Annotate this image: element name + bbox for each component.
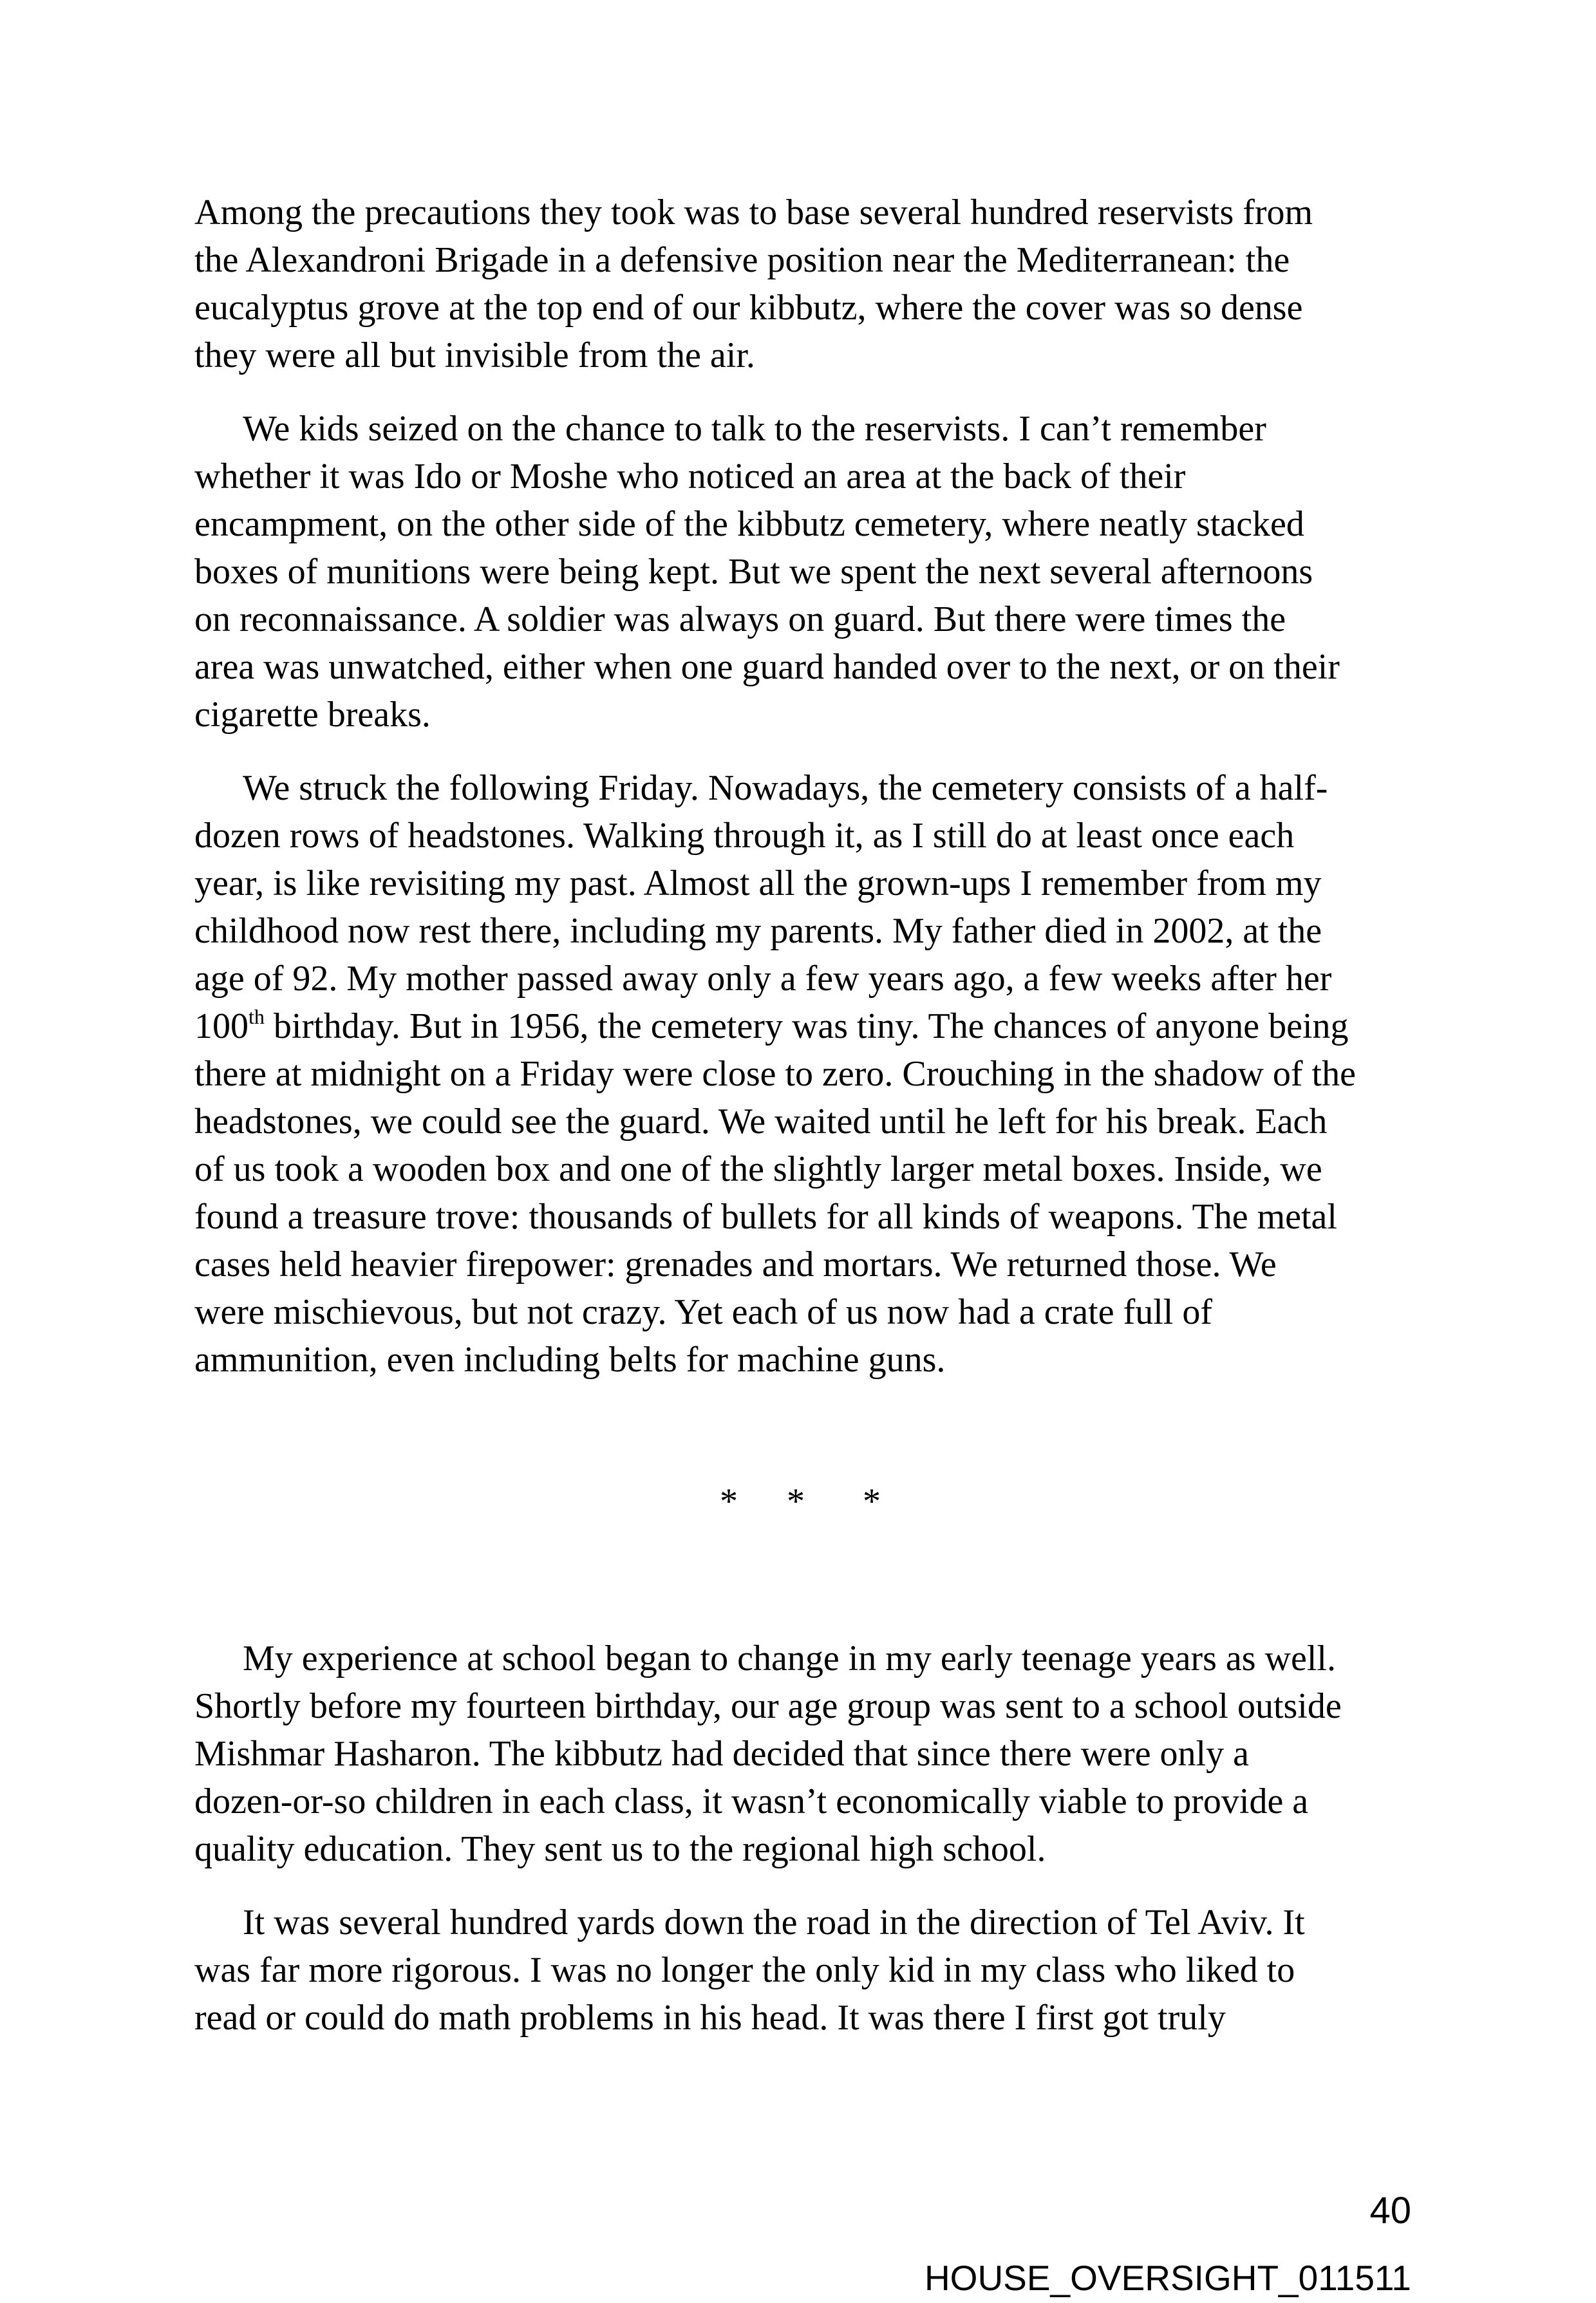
text-line: dozen rows of headstones. Walking through it, as I still do at least once each: [194, 816, 1295, 856]
text: 100: [194, 1006, 249, 1046]
text-line: Shortly before my fourteen birthday, our age group was sent to a school outside: [194, 1686, 1342, 1726]
page-number: 40: [1369, 2190, 1411, 2232]
paragraph-3: [194, 764, 1418, 1384]
text-line: were mischievous, but not crazy. Yet each of us now had a crate full of: [194, 1292, 1212, 1332]
asterisk: *: [787, 1481, 805, 1521]
text-line: year, is like revisiting my past. Almost all the grown-ups I remember from my: [194, 863, 1322, 903]
text-line: eucalyptus grove at the top end of our kibbutz, where the cover was so dense: [194, 288, 1303, 328]
text-line: cigarette breaks.: [194, 695, 431, 735]
text-line: they were all but invisible from the air.: [194, 335, 755, 375]
text-line: My experience at school began to change in my early teenage years as well.: [243, 1639, 1336, 1678]
text-line: childhood now rest there, including my parents. My father died in 2002, at the: [194, 911, 1322, 951]
text-line: whether it was Ido or Moshe who noticed an area at the back of their: [194, 456, 1186, 496]
paragraph-4: [194, 1635, 1418, 1873]
paragraph-1: [194, 189, 1418, 379]
text-line: It was several hundred yards down the road in the direction of Tel Aviv. It: [243, 1903, 1305, 1942]
text-line: We struck the following Friday. Nowadays, the cemetery consists of a half-: [243, 768, 1328, 808]
text-line: dozen-or-so children in each class, it wasn’t economically viable to provide a: [194, 1781, 1309, 1821]
paragraph-2: [194, 405, 1418, 738]
text-line: encampment, on the other side of the kibbutz cemetery, where neatly stacked: [194, 504, 1304, 544]
text-line: headstones, we could see the guard. We waited until he left for his break. Each: [194, 1102, 1328, 1142]
asterisk: *: [720, 1481, 738, 1521]
text-line: read or could do math problems in his head. It was there I first got truly: [194, 1998, 1226, 2038]
text-line: found a treasure trove: thousands of bullets for all kinds of weapons. The metal: [194, 1197, 1337, 1237]
text-line: ammunition, even including belts for machine guns.: [194, 1340, 946, 1380]
text-line: Among the precautions they took was to base several hundred reservists from: [194, 193, 1313, 232]
document-id-footer: HOUSE_OVERSIGHT_011511: [924, 2258, 1411, 2298]
text-line: was far more rigorous. I was no longer the only kid in my class who liked to: [194, 1950, 1295, 1990]
superscript: th: [249, 1005, 265, 1028]
text-line: of us took a wooden box and one of the slightly larger metal boxes. Inside, we: [194, 1149, 1322, 1189]
text-line: Mishmar Hasharon. The kibbutz had decided that since there were only a: [194, 1734, 1249, 1774]
text-line: the Alexandroni Brigade in a defensive position near the Mediterranean: the: [194, 240, 1290, 280]
text-line: area was unwatched, either when one guard handed over to the next, or on their: [194, 647, 1340, 687]
text: birthday. But in 1956, the cemetery was tiny. The chances of anyone being: [264, 1006, 1349, 1046]
text-line: We kids seized on the chance to talk to the reservists. I can’t remember: [243, 409, 1266, 449]
text-line: boxes of munitions were being kept. But we spent the next several afternoons: [194, 552, 1313, 592]
paragraph-5: [194, 1899, 1418, 2042]
section-2: [194, 1635, 1418, 2067]
text-line: age of 92. My mother passed away only a few years ago, a few weeks after her: [194, 959, 1332, 999]
section-1: [194, 189, 1418, 1409]
asterisk: *: [863, 1481, 881, 1521]
text-line: cases held heavier firepower: grenades and mortars. We returned those. We: [194, 1245, 1277, 1284]
text-line: there at midnight on a Friday were close to zero. Crouching in the shadow of the: [194, 1054, 1356, 1094]
text-line: quality education. They sent us to the regional high school.: [194, 1829, 1046, 1869]
text-line: [194, 1002, 1418, 1050]
text-line: on reconnaissance. A soldier was always on guard. But there were times the: [194, 599, 1286, 639]
